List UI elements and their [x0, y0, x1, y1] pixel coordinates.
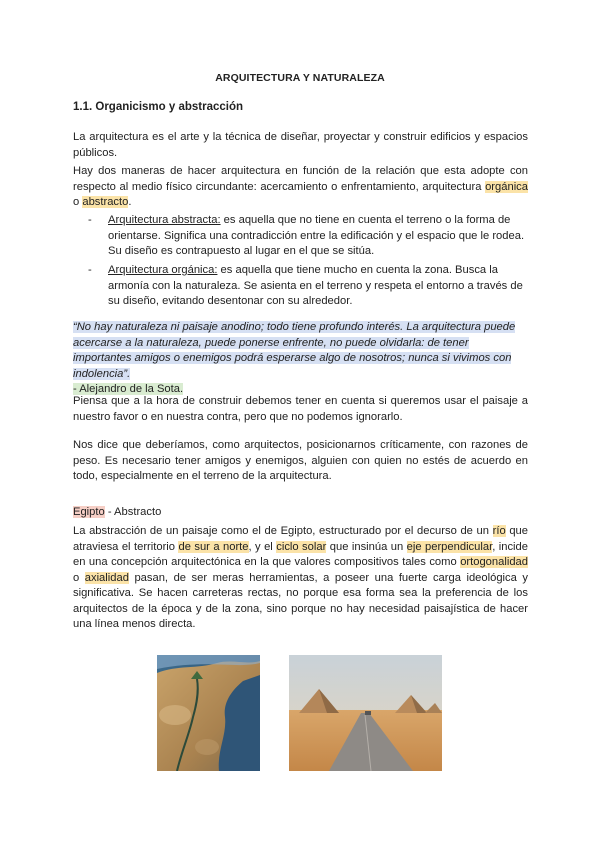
text-segment: o — [73, 196, 83, 208]
text-segment: . — [128, 196, 132, 208]
paragraph-definition: La arquitectura es el arte y la técnica de diseñar, proyectar y construir edificios y espacios públicos. — [73, 131, 528, 159]
text-segment: o — [73, 571, 85, 584]
list-dash: - — [88, 264, 92, 276]
definition-organica: es aquella que tiene mucho en cuenta la zona. Busca la armonía con la naturaleza. Se asienta en el terreno y respeta el entorno a través de su diseño, evitando desentonar con su alrededor. — [108, 264, 523, 307]
highlight-axialidad: axialidad — [84, 571, 129, 584]
text-segment: que atraviesa el territorio — [73, 525, 528, 553]
text-segment: La abstracción de un paisaje como el de Egipto, estructurado por el decurso de un — [73, 525, 493, 537]
text-segment: Hay dos maneras de hacer arquitectura en función de la relación que esta adopte con respecto al medio físico circundante: acercamiento o enfrentamiento, arquitectura — [73, 165, 528, 193]
text-segment: pasan, de ser meras herramientas, a poseer una fuerte carga ideológica y significativa. Se hacen carreteras rectas, no porque esa forma sea la preferencia de los arquitectos de la época y de la zona, sino porque no hay necesidad paisajística de hacer una línea menos directa. — [73, 571, 528, 630]
egypt-suffix: - Abstracto — [104, 506, 162, 518]
quote-author: - Alejandro de la Sota. — [73, 383, 184, 395]
text-segment: , incide en una concepción arquitectónica en la que valores compositivos tales como — [73, 540, 528, 568]
satellite-nile-image — [157, 655, 260, 771]
quote-block — [73, 320, 528, 398]
highlight-sur-norte: de sur a norte — [178, 540, 249, 553]
definition-abstracta: es aquella que no tiene en cuenta el terreno o la forma de orientarse. Significa una contradicción entre la edificación y el espacio que le rodea. Su diseño es contrapuesto al lugar en el que se sitúa. — [108, 214, 525, 257]
quote-text: “No hay naturaleza ni paisaje anodino; todo tiene profundo interés. La arquitectura puede acercarse a la naturaleza, puede ponerse enfrente, no puede olvidarla: de tener importantes amigos o enemigos podrá esperarse algo de nosotros; nunca si vivimos con indolencia”. — [73, 321, 516, 380]
paragraph-egypt — [73, 524, 528, 633]
highlight-organica: orgánica — [485, 180, 528, 193]
egypt-heading — [73, 505, 528, 521]
paragraph-landscape: Piensa que a la hora de construir debemos tener en cuenta si queremos usar el paisaje a nuestro favor o en nuestra contra, pero que no podemos ignorarlo. — [73, 395, 528, 423]
highlight-abstracto: abstracto — [82, 196, 129, 208]
term-organica: Arquitectura orgánica: — [108, 264, 218, 276]
highlight-ciclo-solar: ciclo solar — [276, 540, 327, 553]
highlight-egipto: Egipto — [73, 506, 105, 518]
term-abstracta: Arquitectura abstracta: — [108, 214, 221, 226]
text-segment: , y el — [248, 540, 277, 553]
paragraph-two-ways — [73, 164, 528, 211]
highlight-ortogonalidad: ortogonalidad — [460, 556, 528, 568]
list-dash: - — [88, 214, 92, 226]
text-segment: que insinúa un — [326, 540, 407, 553]
document-title: ARQUITECTURA Y NATURALEZA — [215, 72, 385, 84]
highlight-eje: eje perpendicular — [406, 540, 493, 553]
paragraph-critical: Nos dice que deberíamos, como arquitectos, posicionarnos críticamente, con razones de peso. Es necesario tener amigos y enemigos, alguien con quien no estés de acuerdo en todo, especialmente en el terreno de la arquitectura. — [73, 439, 528, 482]
highlight-rio: río — [492, 525, 506, 537]
pyramids-road-image — [289, 655, 442, 771]
section-heading: 1.1. Organicismo y abstracción — [73, 101, 244, 113]
